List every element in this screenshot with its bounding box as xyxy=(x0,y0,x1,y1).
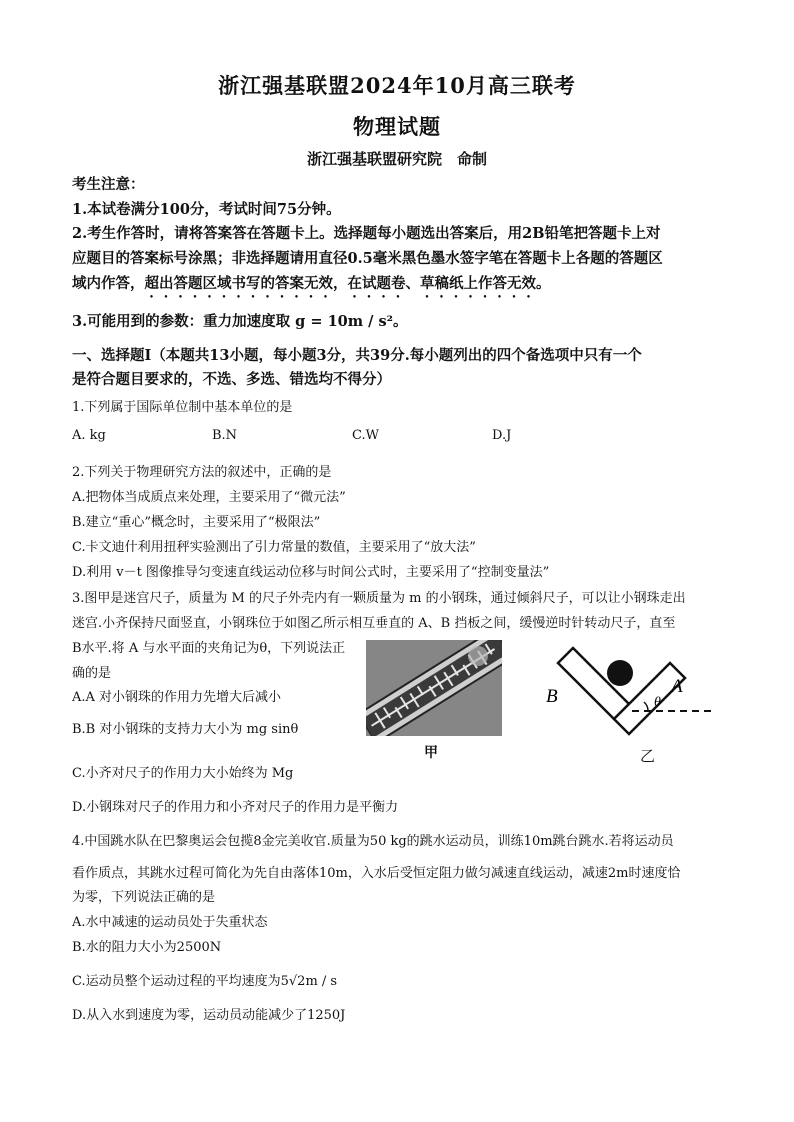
q3-line-3: B水平.将 A 与水平面的夹角记为θ，下列说法正 xyxy=(72,641,346,656)
notice-item-1: 1.本试卷满分100分，考试时间75分钟。 xyxy=(72,201,341,218)
q2-option-d: D.利用 v－t 图像推导匀变速直线运动位移与时间公式时，主要采用了“控制变量法” xyxy=(72,565,550,580)
author-line: 浙江强基联盟研究院 命制 xyxy=(306,150,487,168)
q4-option-a: A.水中减速的运动员处于失重状态 xyxy=(72,915,268,930)
q1-option-a: A. kg xyxy=(72,428,106,443)
q4-line-3: 为零，下列说法正确的是 xyxy=(72,890,216,905)
q1-option-d: D.J xyxy=(492,428,512,443)
notice-text: ， xyxy=(333,275,348,292)
label-b: B xyxy=(546,686,558,707)
q3-option-a: A.A 对小钢珠的作用力先增大后减小 xyxy=(72,690,282,705)
q1-option-b: B.N xyxy=(212,428,238,443)
q3-line-1: 3.图甲是迷宫尺子，质量为 M 的尺子外壳内有一颗质量为 m 的小钢珠，通过倾斜尺子，可以让小钢珠走出 xyxy=(72,591,686,606)
notice-text: 。 xyxy=(536,275,551,292)
exam-title: 浙江强基联盟2024年10月高三联考 xyxy=(218,73,576,98)
q3-option-c: C.小齐对尺子的作用力大小始终为 Mg xyxy=(72,766,294,781)
notice-text: 域内作答， xyxy=(72,275,145,292)
notice-item-2-line-2: 应题目的答案标号涂黑；非选择题请用直径0.5毫米黑色墨水签字笔在答题卡上各题的答题区 xyxy=(72,250,663,267)
notice-emphasis-1: 超出答题区域书写的答案无效 xyxy=(144,275,333,292)
q2-option-a: A.把物体当成质点来处理，主要采用了“微元法” xyxy=(72,490,346,505)
q2-option-c: C.卡文迪什利用扭秤实验测出了引力常量的数值，主要采用了“放大法” xyxy=(72,540,476,555)
notice-item-3: 3.可能用到的参数：重力加速度取 g = 10m / s²。 xyxy=(72,313,408,330)
q3-option-d: D.小钢珠对尺子的作用力和小齐对尺子的作用力是平衡力 xyxy=(72,800,399,815)
label-theta: θ xyxy=(654,695,661,710)
figure-label-yi: 乙 xyxy=(640,747,656,765)
steel-ball xyxy=(607,660,633,686)
q4-option-b: B.水的阻力大小为2500N xyxy=(72,940,222,955)
q1-option-c: C.W xyxy=(352,428,379,443)
maze-ruler-photo xyxy=(366,640,502,736)
notice-item-2-line-1: 2.考生作答时，请将答案答在答题卡上。选择题每小题选出答案后，用2B铅笔把答题卡上对 xyxy=(72,225,661,242)
q4-line-2: 看作质点，其跳水过程可简化为先自由落体10m，入水后受恒定阻力做匀减速直线运动，减速2m时速度恰 xyxy=(72,866,681,881)
notice-heading: 考生注意： xyxy=(72,176,145,193)
subject-title: 物理试题 xyxy=(353,114,441,139)
q3-line-2: 迷宫.小齐保持尺面竖直，小钢珠位于如图乙所示相互垂直的 A、B 挡板之间，缓慢逆时针转动尺子，直至 xyxy=(72,616,676,631)
board-diagram xyxy=(540,640,730,740)
notice-item-2-line-3 xyxy=(72,272,551,301)
label-a: A xyxy=(671,676,683,697)
q1-stem: 1.下列属于国际单位制中基本单位的是 xyxy=(72,400,293,415)
q3-option-b: B.B 对小钢珠的支持力大小为 mg sinθ xyxy=(72,722,299,737)
notice-emphasis-2: 在试题卷、草稿纸上作答无效 xyxy=(347,275,536,292)
q4-option-c: C.运动员整个运动过程的平均速度为5√2m / s xyxy=(72,974,338,989)
section-heading-line-1: 一、选择题Ⅰ（本题共13小题，每小题3分，共39分.每小题列出的四个备选项中只有一个 xyxy=(72,347,642,364)
q2-option-b: B.建立“重心”概念时，主要采用了“极限法” xyxy=(72,515,321,530)
q2-stem: 2.下列关于物理研究方法的叙述中，正确的是 xyxy=(72,465,332,480)
maze-ruler-photo-graphic xyxy=(366,640,502,736)
q4-option-d: D.从入水到速度为零，运动员动能减少了1250J xyxy=(72,1008,346,1023)
section-heading-line-2: 是符合题目要求的，不选、多选、错选均不得分） xyxy=(72,371,391,388)
q4-line-1: 4.中国跳水队在巴黎奥运会包揽8金完美收官.质量为50 kg的跳水运动员，训练10m跳台跳水.若将运动员 xyxy=(72,834,674,849)
q3-line-4: 确的是 xyxy=(72,666,112,681)
figure-label-jia: 甲 xyxy=(424,745,438,761)
